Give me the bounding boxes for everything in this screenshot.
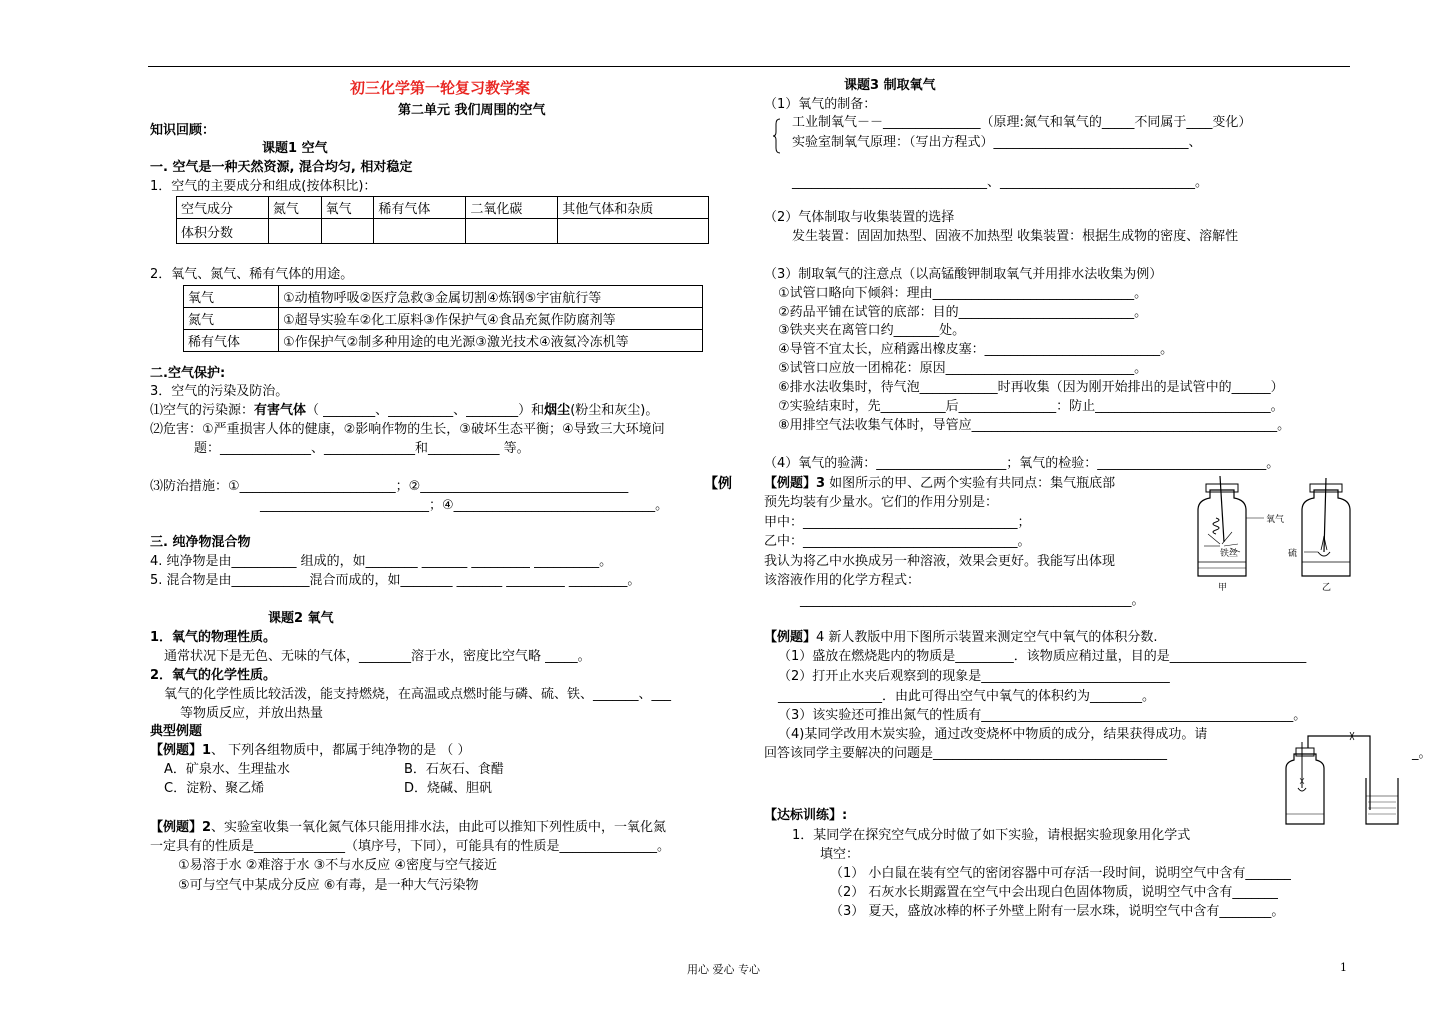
header-rule (148, 66, 1350, 67)
table-cell: 其他气体和杂质 (558, 197, 709, 219)
example-4-q3: （3）该实验还可推出氮气的性质有________________________________________________。 (778, 708, 1307, 723)
unit-title: 第二单元 我们周围的空气 (398, 103, 546, 118)
option-b: B．石灰石、食醋 (404, 762, 504, 777)
question-2: 2．氧气、氮气、稀有气体的用途。 (150, 267, 354, 282)
example-4-tail: _。 (1412, 746, 1432, 761)
review-label: 知识回顾： (150, 123, 216, 138)
section2-heading: 二.空气保护: (150, 366, 226, 381)
example-3-line-3: 甲中：_________________________________； (764, 515, 1031, 530)
example-4-q4a: （4)某同学改用木炭实验，通过改变烧杯中物质的成分，结果获得成功。请 (778, 727, 1208, 742)
physical-props-heading: 1．氧气的物理性质。 (150, 630, 277, 645)
prep-heading: （1）氧气的制备： (764, 97, 877, 112)
table-cell: ①作保护气②制多种用途的电光源③激光技术④液氦冷冻机等 (279, 330, 703, 352)
apparatus-heading: （2）气体制取与收集装置的选择 (764, 210, 955, 225)
table-cell: 氧气 (184, 286, 279, 308)
harm-line-2: 题：______________、______________和___________ 等。 (194, 441, 530, 456)
prevention-line-1: ⑶防治措施：①________________________；②________________________________ (150, 479, 629, 494)
table-cell: 稀有气体 (184, 330, 279, 352)
composition-table (176, 196, 709, 244)
table-cell: 氧气 (321, 197, 374, 219)
note-2: ②药品平铺在试管的底部：目的___________________________。 (778, 305, 1148, 320)
table-cell: 氮气 (268, 197, 321, 219)
text: （ ________、__________、________）和 (306, 403, 545, 418)
footer-motto: 用心 爱心 专心 (687, 963, 760, 976)
text: 、 下列各组物质中，都属于纯净物的是 （ ） (211, 743, 471, 758)
example-2-line-1 (150, 819, 666, 836)
example-3-line-4: 乙中：_________________________________。 (764, 534, 1031, 549)
example-4-q1: （1）盛放在燃烧匙内的物质是_________．该物质应稍过量，目的是_____________________ (778, 649, 1307, 664)
table-cell: ①超导实验车②化工原料③作保护气④食品充氮作防腐剂等 (279, 308, 703, 330)
text: 有害气体 (254, 403, 307, 418)
chemical-props-heading: 2．氧气的化学性质。 (150, 668, 277, 683)
text: 4 新人教版中用下图所示装置来测定空气中氧气的体积分数. (816, 630, 1158, 645)
table-row (184, 308, 703, 330)
label-yi: 乙 (1322, 583, 1332, 592)
page-number: 1 (1340, 961, 1347, 974)
jar-iron-figure (1198, 476, 1246, 576)
lesson2-title: 课题2 氧气 (268, 611, 334, 626)
lab-prep: 实验室制氧气原理：（写出方程式）______________________________、 (792, 135, 1202, 150)
chemical-props-text-1: 氧气的化学性质比较活泼，能支持燃烧，在高温或点燃时能与磷、硫、铁、_______、___ (164, 687, 672, 702)
text: 如图所示的甲、乙两个实验有共同点：集气瓶底部 (825, 476, 1116, 491)
text: 【例题】 (764, 630, 817, 645)
text: 【例题】3 (764, 476, 826, 491)
example-2-options-1: ①易溶于水 ②难溶于水 ③不与水反应 ④密度与空气接近 (178, 858, 498, 873)
note-3: ③铁夹夹在离管口约_______处。 (778, 323, 966, 338)
table-row (177, 219, 709, 244)
harm-line-1: ⑵危害：①严重损害人体的健康，②影响作物的生长，③破坏生态平衡；④导致三大环境问 (150, 422, 665, 437)
pollution-sources (150, 402, 658, 419)
training-heading: 【达标训练】: (764, 808, 848, 823)
physical-props-text: 通常状况下是无色、无味的气体，________溶于水，密度比空气略 _____。 (164, 649, 591, 664)
text: 【例题】2 (150, 820, 212, 835)
note-6: ⑥排水法收集时，待气泡____________时再收集（因为刚开始排出的是试管中的______） (778, 380, 1284, 395)
lab-prep-2: ______________________________、______________________________。 (792, 175, 1208, 190)
example-4-q2: （2）打开止水夹后观察到的现象是_____________________________ (778, 669, 1170, 684)
example-4-q2b: ________________．由此可得出空气中氧气的体积约为________。 (778, 689, 1156, 704)
lesson1-title: 课题1 空气 (262, 141, 328, 156)
table-cell (268, 219, 321, 244)
table-cell: 稀有气体 (374, 197, 466, 219)
example-2-options-2: ⑤可与空气中某成分反应 ⑥有毒，是一种大气污染物 (178, 878, 479, 893)
example-1 (150, 742, 470, 759)
text: 、实验室收集一氧化氮气体只能用排水法，由此可以推知下列性质中，一氧化氮 (211, 820, 667, 835)
uses-table (183, 285, 703, 352)
note-4: ④导管不宜太长，应稍露出橡皮塞：___________________________。 (778, 342, 1174, 357)
section1-heading: 一. 空气是一种天然资源, 混合均匀, 相对稳定 (150, 160, 413, 175)
section3-heading: 三. 纯净物混合物 (150, 535, 251, 550)
example-3-line-7: ___________________________________________________。 (800, 593, 1145, 608)
label-sulfur: 硫 (1288, 549, 1298, 559)
example-4-line-1 (764, 629, 1158, 646)
table-cell (321, 219, 374, 244)
text: 【例题】1 (150, 743, 212, 758)
verify-line: （4）氧气的验满：____________________；氧气的检验：__________________________。 (764, 456, 1280, 471)
note-5: ⑤试管口应放一团棉花：原因_____________________________。 (778, 361, 1148, 376)
apparatus-text: 发生装置：固固加热型、固液不加热型 收集装置：根据生成物的密度、溶解性 (792, 229, 1239, 244)
table-cell: 氮气 (184, 308, 279, 330)
training-q1-1: （1） 小白鼠在装有空气的密闭容器中可存活一段时间，说明空气中含有_______ (830, 866, 1291, 881)
table-cell: 体积分数 (177, 219, 269, 244)
training-q1-fill: 填空： (820, 847, 860, 862)
table-cell (466, 219, 558, 244)
question-3: 3．空气的污染及防治。 (150, 384, 289, 399)
question-4: 4. 纯净物是由__________ 组成的，如________ _______ _________ __________。 (150, 554, 613, 569)
training-q1: 1．某同学在探究空气成分时做了如下实验，请根据实验现象用化学式 (792, 828, 1191, 843)
table-row (177, 197, 709, 219)
combustion-jars-figure (1180, 472, 1380, 592)
training-q1-2: （2） 石灰水长期露置在空气中会出现白色固体物质，说明空气中含有_______ (830, 885, 1278, 900)
label-jia: 甲 (1218, 583, 1228, 592)
label-oxygen: 氧气 (1266, 515, 1285, 525)
table-cell: ①动植物呼吸②医疗急救③金属切割④炼钢⑤宇宙航行等 (279, 286, 703, 308)
table-cell (374, 219, 466, 244)
text: ⑴空气的污染源： (150, 403, 255, 418)
jar-sulfur-figure (1302, 478, 1350, 576)
question-1: 1．空气的主要成分和组成(按体积比)： (150, 179, 377, 194)
brace-icon (773, 118, 781, 154)
doc-title: 初三化学第一轮复习教学案 (350, 79, 531, 97)
industrial-prep: 工业制氧气－－_______________（原理:氮气和氧气的_____不同属于____变化） (792, 115, 1252, 130)
oxygen-measure-apparatus-figure (1280, 732, 1420, 828)
option-d: D．烧碱、胆矾 (404, 781, 493, 796)
example-3-line-5: 我认为将乙中水换成另一种溶液，效果会更好。我能写出体现 (764, 554, 1116, 569)
option-c: C．淀粉、聚乙烯 (164, 781, 265, 796)
table-row (184, 286, 703, 308)
notes-heading: （3）制取氧气的注意点（以高锰酸钾制取氧气并用排水法收集为例） (764, 267, 1163, 282)
note-8: ⑧用排空气法收集气体时，导管应_______________________________________________。 (778, 418, 1291, 433)
example-3-line-6: 该溶液作用的化学方程式： (764, 573, 921, 588)
table-cell: 空气成分 (177, 197, 269, 219)
example-4-q4b: 回答该同学主要解决的问题是____________________________________ (764, 746, 1168, 761)
example-cut-label: 【例 (704, 476, 732, 492)
table-cell: 二氧化碳 (466, 197, 558, 219)
table-row (184, 330, 703, 352)
example-2-line-2: 一定具有的性质是______________（填序号，下同），可能具有的性质是_______________。 (150, 839, 671, 854)
note-7: ⑦实验结束时，先__________后_______________：防止___________________________。 (778, 399, 1284, 414)
example-3-line-2: 预先均装有少量水。它们的作用分别是： (764, 495, 999, 510)
training-q1-3: （3） 夏天，盛放冰棒的杯子外壁上附有一层水珠，说明空气中含有________。 (830, 904, 1285, 919)
option-a: A．矿泉水、生理盐水 (164, 762, 290, 777)
table-cell (558, 219, 709, 244)
text: (粉尘和灰尘)。 (570, 403, 659, 418)
text: 烟尘 (544, 403, 571, 418)
question-5: 5. 混合物是由____________混合而成的，如________ _______ _________ _________。 (150, 573, 641, 588)
example-3-line-1 (764, 475, 1115, 492)
examples-heading: 典型例题 (150, 724, 203, 739)
prevention-line-2: __________________________；④_______________________________。 (260, 498, 669, 513)
label-iron-wire: 铁丝 (1220, 549, 1239, 559)
note-1: ①试管口略向下倾斜：理由_______________________________。 (778, 286, 1148, 301)
lesson3-title: 课题3 制取氧气 (844, 78, 936, 93)
chemical-props-text-2: 等物质反应，并放出热量 (180, 706, 324, 721)
